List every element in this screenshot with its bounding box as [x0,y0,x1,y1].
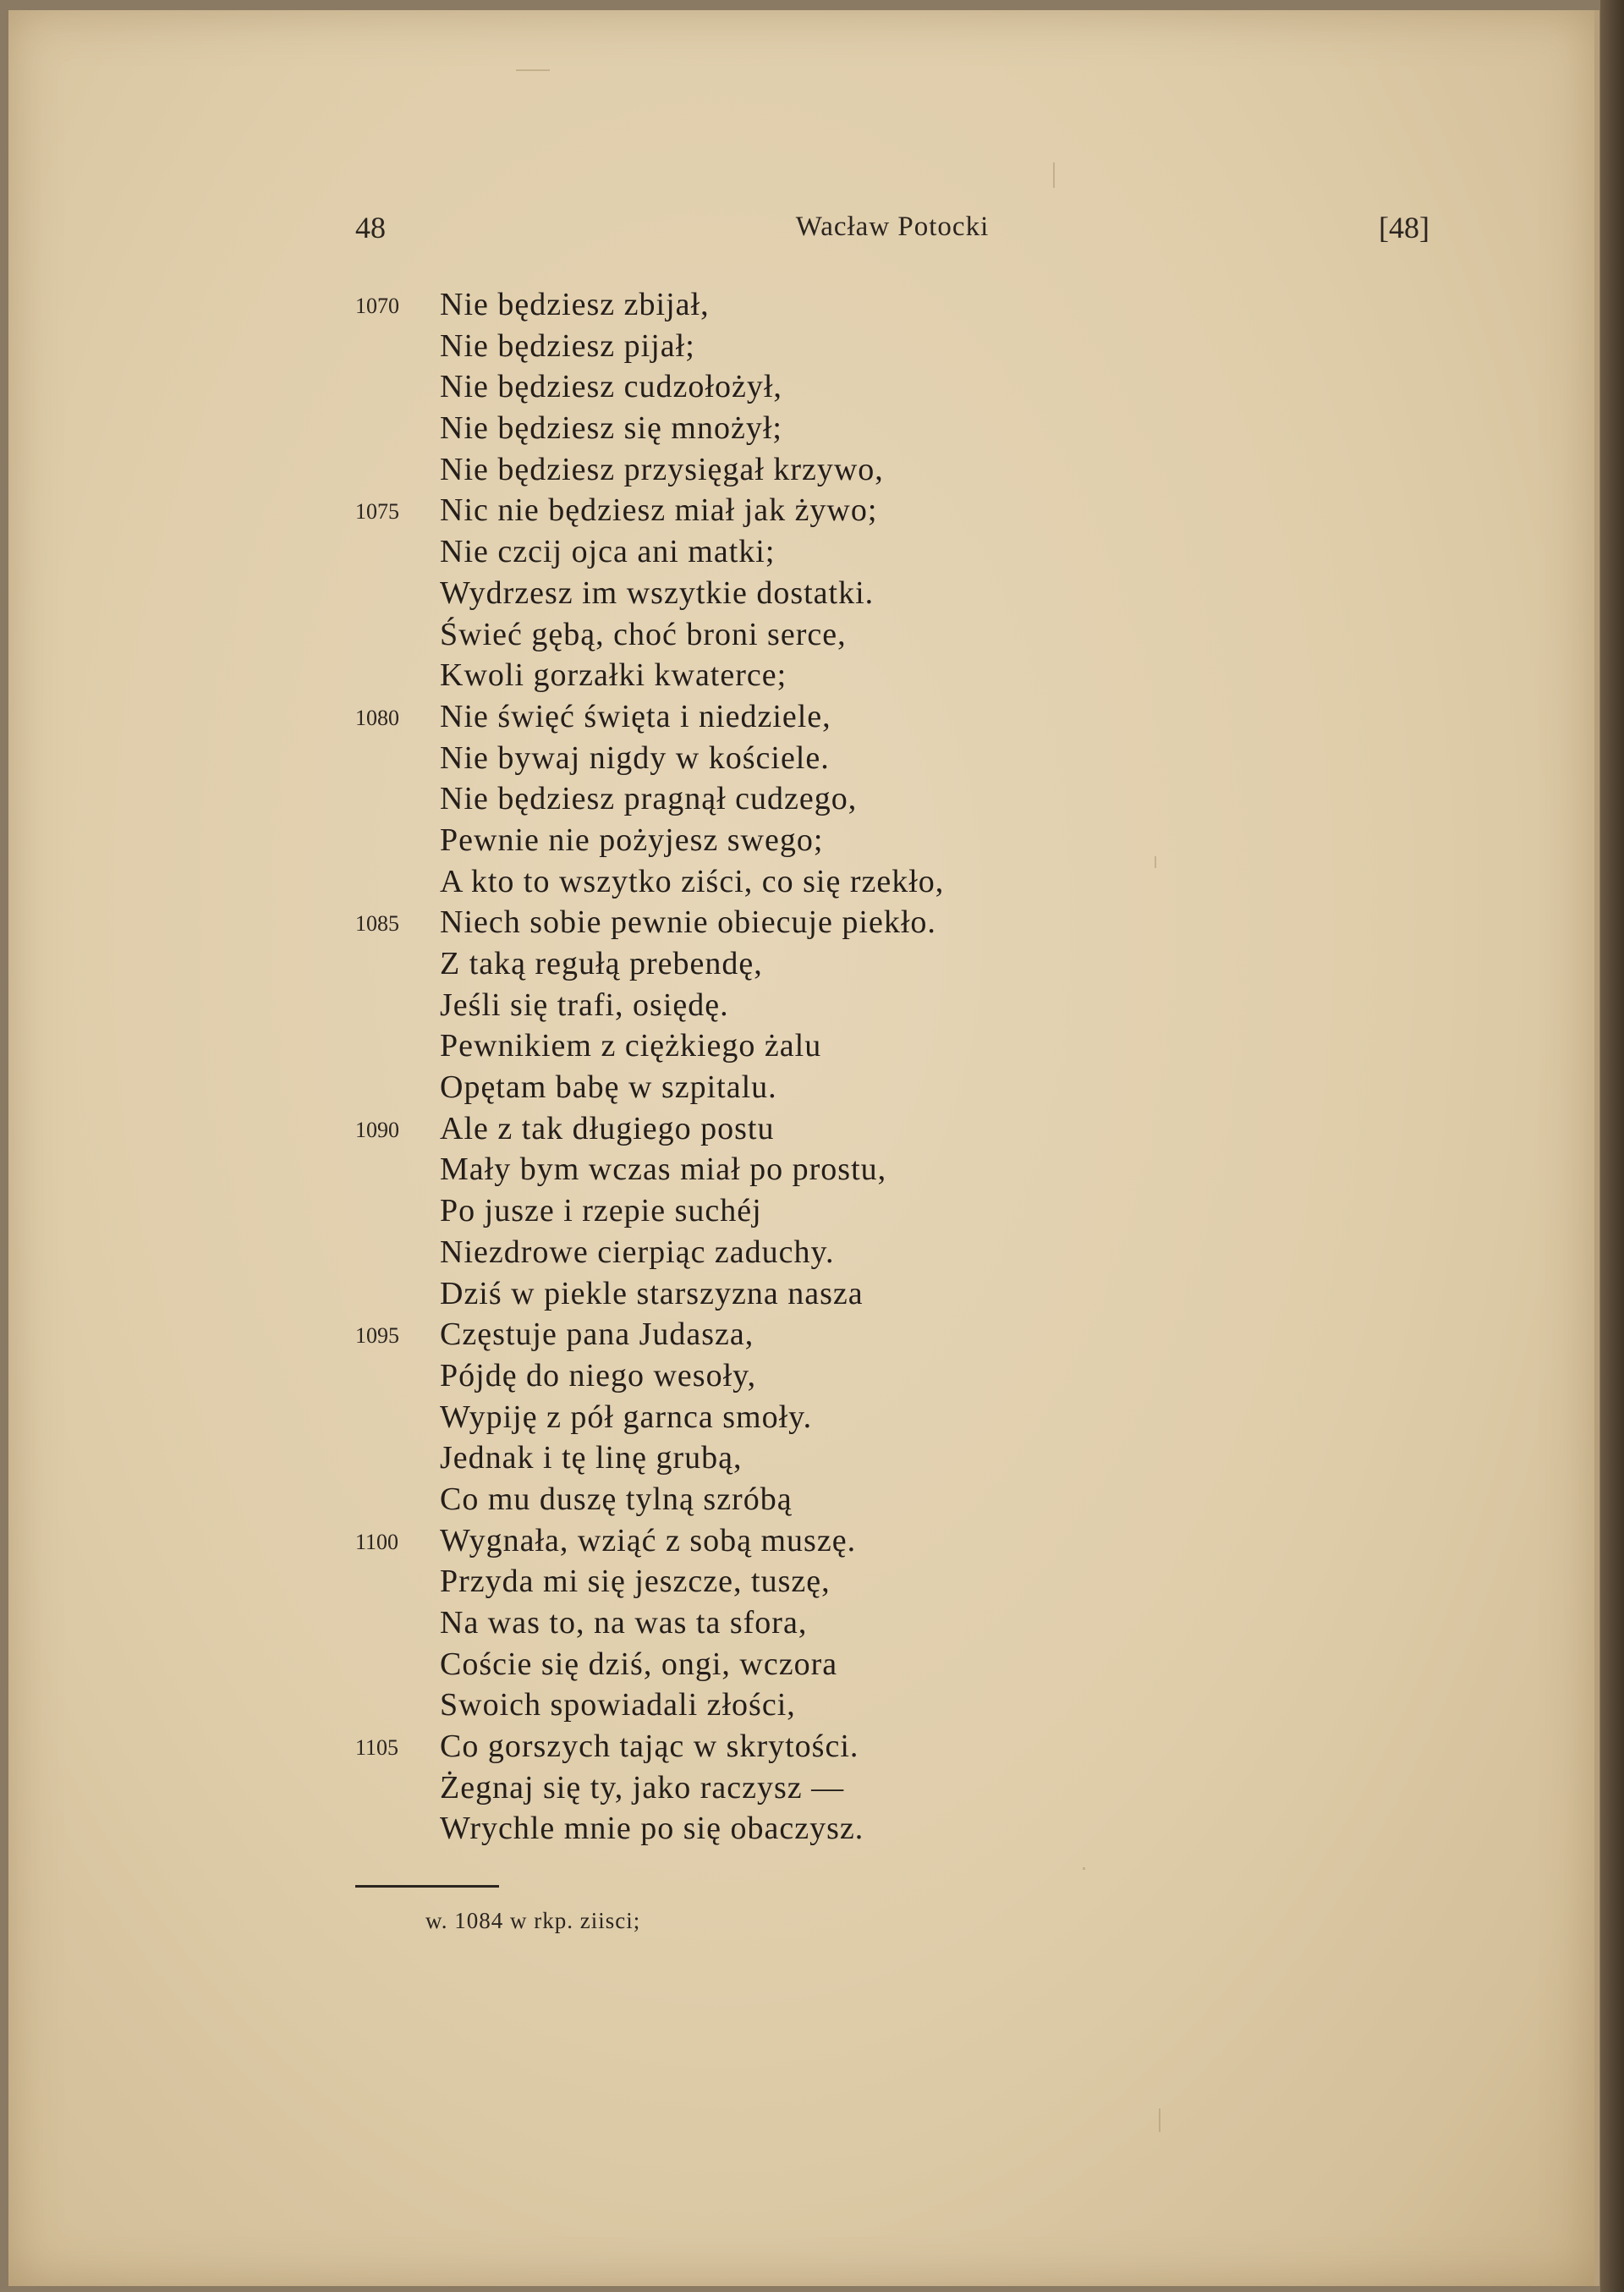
verse-line [355,778,1455,820]
verse-line-text: Co mu duszę tylną szróbą [440,1481,793,1517]
footnote: w. 1084 w rkp. ziisci; [425,1908,641,1933]
verse-line [355,1067,1455,1108]
verse-line-text: Świeć gębą, choć broni serce, [440,616,847,652]
verse-line-text: Pewnikiem z ciężkiego żalu [440,1028,822,1064]
verse-line-text: Nie czcij ojca ani matki; [440,534,776,570]
verse-line [355,1397,1455,1438]
bracketed-page-number: [48] [1379,211,1429,245]
verse-line-text: A kto to wszytko ziści, co się rzekło, [440,863,945,899]
verse-line [355,1644,1455,1685]
verse-line-text: Pewnie nie pożyjesz swego; [440,822,824,858]
verse-line [355,408,1455,449]
verse-line [355,738,1455,779]
verse-line-text: Dziś w piekle starszyzna nasza [440,1275,864,1311]
verse-line [355,284,1455,326]
verse-line-text: Nie będziesz pijał; [440,327,695,364]
verse-line-text: Na was to, na was ta sfora, [440,1605,808,1641]
verse-line [355,1025,1455,1067]
verse-line [355,902,1455,943]
verse-line [355,1808,1455,1850]
verse-line [355,1355,1455,1397]
verse-line [355,1767,1455,1809]
verse-line [355,1437,1455,1479]
verse-line [355,1561,1455,1602]
verse-line-text: Wydrzesz im wszytkie dostatki. [440,574,875,611]
paper-blemish [516,69,550,71]
verse-line-text: Jeśli się trafi, osiędę. [440,987,729,1023]
verse-line-text: Nie bywaj nigdy w kościele. [440,739,830,776]
verse-line-text: Nie będziesz się mnożył; [440,410,782,447]
verse-line-text: Przyda mi się jeszcze, tuszę, [440,1564,831,1600]
verse-line [355,1726,1455,1767]
verse-line-text: Nie będziesz cudzołożył, [440,369,782,405]
verse-line-text: Nie będziesz przysięgał krzywo, [440,451,884,487]
running-title: Wacław Potocki [795,212,990,242]
verse-line-number: 1080 [355,705,399,730]
verse-line [355,943,1455,985]
footnote-rule [355,1885,499,1888]
verse-line [355,820,1455,861]
verse-line-text: Wrychle mnie po się obaczysz. [440,1811,864,1847]
verse-line [355,614,1455,656]
verse-line [355,1520,1455,1562]
verse-line [355,449,1455,491]
verse-line [355,1479,1455,1520]
verse-line-text: Z taką regułą prebendę, [440,946,763,981]
verse-line [355,1108,1455,1150]
verse-line [355,1190,1455,1232]
verse-line-text: Niech sobie pewnie obiecuje piekło. [440,904,936,941]
book-binding-edge [1600,0,1624,2292]
verse-line-text: Coście się dziś, ongi, wczora [440,1646,838,1682]
verse-line [355,696,1455,738]
verse-line-text: Wypiję z pół garnca smoły. [440,1399,813,1435]
verse-line [355,1602,1455,1644]
verse-line [355,1273,1455,1315]
verse-line-text: Nie będziesz zbijał, [440,287,710,322]
verse-line-number: 1070 [355,294,399,318]
verse-line-text: Częstuje pana Judasza, [440,1316,754,1353]
page-header [355,210,1429,252]
verse-line-number: 1095 [355,1323,399,1349]
verse-line-text: Żegnaj się ty, jako raczysz — [440,1769,845,1806]
verse-line [355,490,1455,531]
verse-line-text: Jednak i tę linę grubą, [440,1440,743,1476]
verse-line [355,985,1455,1026]
verse-line-number: 1085 [355,911,399,937]
verse-line [355,1314,1455,1355]
paper-blemish [1159,2108,1160,2132]
page-number: 48 [355,211,386,245]
verse-line [355,655,1455,696]
verse-line-text: Niezdrowe cierpiąc zaduchy. [440,1234,835,1270]
verse-line-number: 1100 [355,1529,399,1554]
paper-blemish [1053,162,1055,188]
verse-line-text: Po jusze i rzepie suchéj [440,1193,762,1229]
verse-line-text: Nic nie będziesz miał jak żywo; [440,492,878,529]
verse-line-text: Mały bym wczas miał po prostu, [440,1151,887,1188]
verse-line [355,366,1455,408]
verse-line-text: Opętam babę w szpitalu. [440,1069,777,1106]
verse-line-number: 1075 [355,499,399,525]
verse-line-text: Pójdę do niego wesoły, [440,1357,757,1393]
verse-line-text: Wygnała, wziąć z sobą muszę. [440,1522,857,1558]
verse-line [355,1232,1455,1273]
verse-line-number: 1105 [355,1735,399,1761]
verse-line [355,861,1455,903]
verse-line [355,326,1455,367]
verse-line [355,1685,1455,1726]
verse-line-text: Ale z tak długiego postu [440,1110,775,1146]
paper-blemish [1083,1867,1085,1870]
verse-line [355,1149,1455,1190]
verse-line [355,531,1455,573]
verse-line-text: Nie święć święta i niedziele, [440,698,831,734]
verse-line-number: 1090 [355,1117,399,1142]
verse-line-text: Kwoli gorzałki kwaterce; [440,657,787,694]
verse-line-text: Nie będziesz pragnął cudzego, [440,781,858,817]
poem-text [355,284,1455,1850]
verse-line-text: Swoich spowiadali złości, [440,1687,796,1723]
verse-line-text: Co gorszych tając w skrytości. [440,1729,859,1765]
verse-line [355,573,1455,614]
